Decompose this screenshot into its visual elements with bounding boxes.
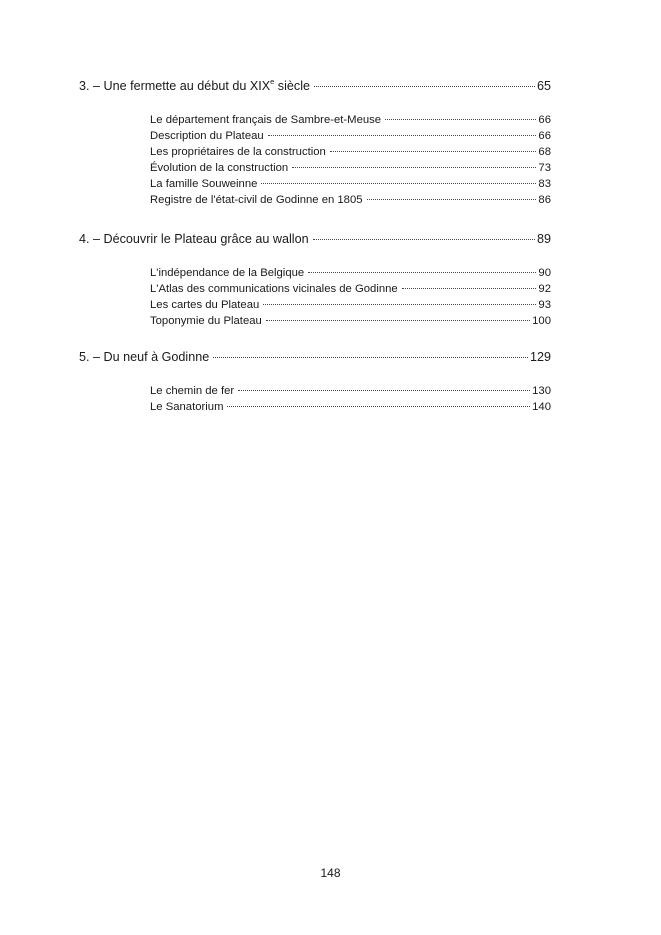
- toc-entry-page: 66: [538, 114, 551, 126]
- toc-entry-label: Registre de l'état-civil de Godinne en 1805: [150, 194, 363, 206]
- toc-entry: [150, 315, 551, 331]
- page-number: 148: [320, 866, 341, 880]
- dot-leader: [263, 304, 536, 305]
- toc-entry-page: 92: [538, 283, 551, 295]
- dot-leader: [227, 406, 530, 407]
- toc-entry-label: Toponymie du Plateau: [150, 315, 262, 327]
- chapter-5-page: 129: [529, 350, 551, 364]
- toc-entry-page: 86: [538, 194, 551, 206]
- toc-entry-label: Les propriétaires de la construction: [150, 146, 326, 158]
- chapter-3-title: 3. – Une fermette au début du XIXe siècle: [79, 77, 311, 94]
- toc-entry-label: Évolution de la construction: [150, 162, 289, 174]
- dot-leader: [308, 272, 536, 273]
- toc-chapter-5: [79, 350, 551, 368]
- toc-entry-label: Description du Plateau: [150, 130, 264, 142]
- toc-entry-label: L'Atlas des communications vicinales de Godinne: [150, 283, 398, 295]
- toc-entry: [150, 401, 551, 417]
- toc-entry: [150, 194, 551, 210]
- toc-chapter-3: [79, 78, 551, 96]
- toc-entry: [150, 267, 551, 283]
- toc-entry-label: Le chemin de fer: [150, 385, 235, 397]
- toc-entry: [150, 146, 551, 162]
- toc-entry-label: L'indépendance de la Belgique: [150, 267, 305, 279]
- dot-leader: [385, 119, 536, 120]
- toc-entry-page: 73: [538, 162, 551, 174]
- toc-entry-page: 93: [538, 299, 551, 311]
- toc-entry-label: La famille Souweinne: [150, 178, 258, 190]
- dot-leader: [238, 390, 530, 391]
- toc-entry-label: Le Sanatorium: [150, 401, 224, 413]
- dot-leader: [261, 183, 536, 184]
- chapter-5-title: 5. – Du neuf à Godinne: [79, 350, 210, 364]
- toc-entry: [150, 162, 551, 178]
- chapter-4-page: 89: [536, 232, 551, 246]
- toc-entry: [150, 130, 551, 146]
- toc-entry: [150, 178, 551, 194]
- toc-entry-page: 140: [532, 401, 551, 413]
- toc-chapter-4: [79, 232, 551, 250]
- toc-entry-page: 83: [538, 178, 551, 190]
- dot-leader: [402, 288, 537, 289]
- toc-entry-page: 100: [532, 315, 551, 327]
- chapter-3-page: 65: [536, 79, 551, 94]
- dot-leader: [330, 151, 537, 152]
- toc-entry: [150, 283, 551, 299]
- toc-entry-label: Le département français de Sambre-et-Meuse: [150, 114, 382, 126]
- toc-entry-page: 130: [532, 385, 551, 397]
- toc-entry-label: Les cartes du Plateau: [150, 299, 260, 311]
- dot-leader: [213, 357, 528, 358]
- chapter-4-title: 4. – Découvrir le Plateau grâce au wallon: [79, 232, 309, 246]
- dot-leader: [313, 239, 535, 240]
- toc-entry-page: 90: [538, 267, 551, 279]
- dot-leader: [268, 135, 537, 136]
- toc-entry-page: 66: [538, 130, 551, 142]
- dot-leader: [314, 86, 535, 87]
- dot-leader: [266, 320, 530, 321]
- toc-entry-page: 68: [538, 146, 551, 158]
- dot-leader: [292, 167, 536, 168]
- dot-leader: [367, 199, 537, 200]
- toc-entry: [150, 114, 551, 130]
- toc-entry: [150, 299, 551, 315]
- toc-entry: [150, 385, 551, 401]
